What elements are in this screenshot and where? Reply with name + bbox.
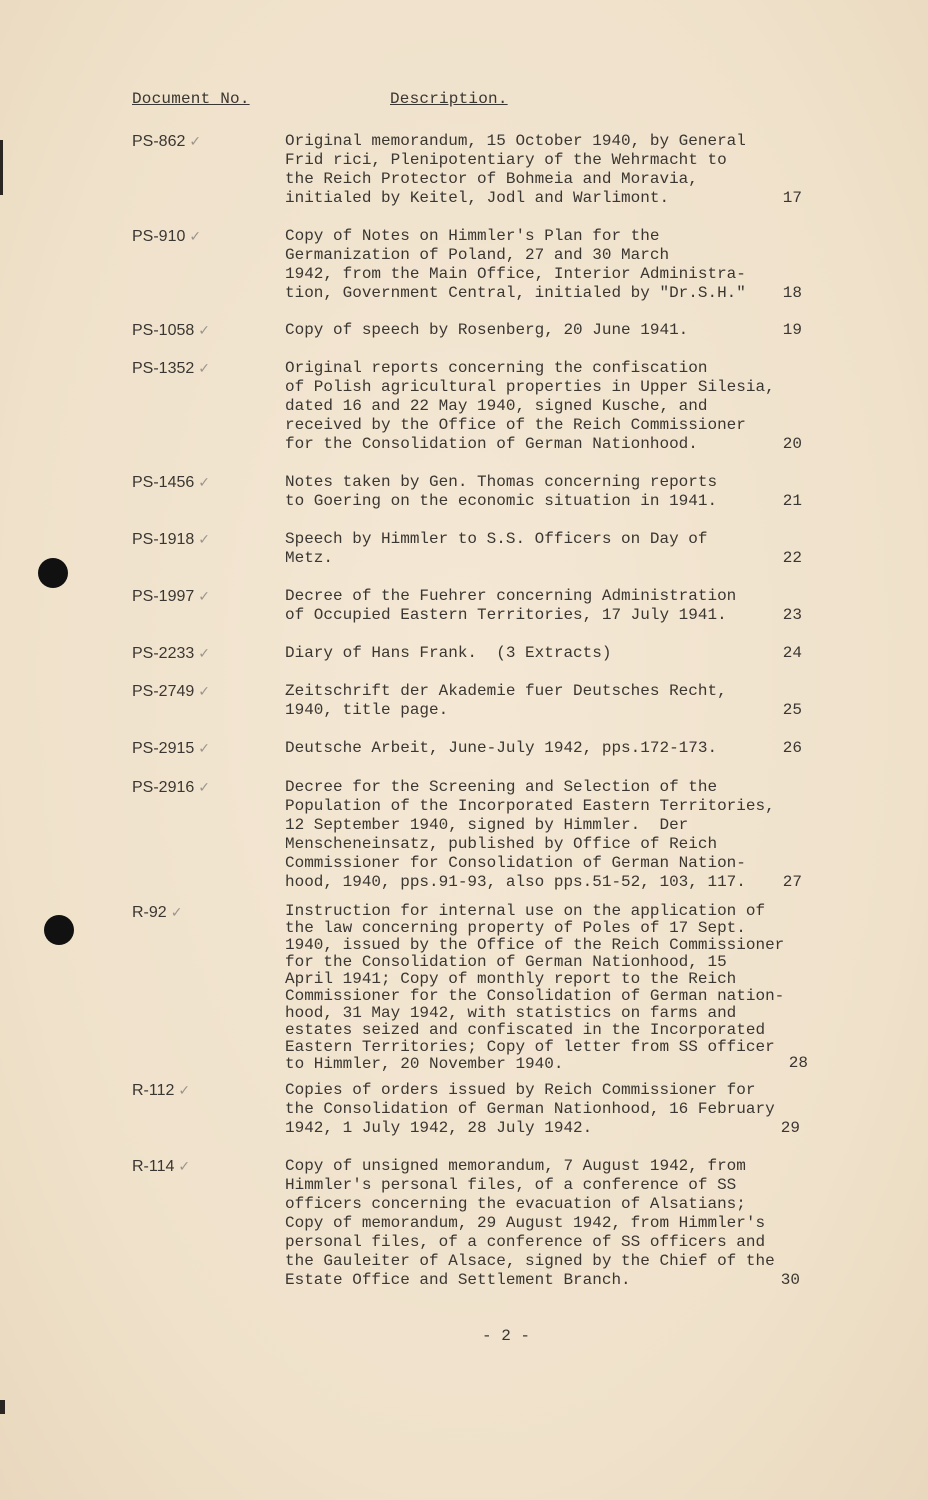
document-number: PS-2749 ✓ [132, 683, 210, 700]
entry-description: Zeitschrift der Akademie fuer Deutsches Recht, 1940, title page. [285, 682, 727, 719]
document-number: PS-2915 ✓ [132, 740, 210, 757]
page-reference: 20 [782, 435, 802, 453]
document-number: PS-1997 ✓ [132, 588, 210, 605]
entry-description: Notes taken by Gen. Thomas concerning reports to Goering on the economic situation in 1941. [285, 473, 718, 510]
entry-description: Copy of Notes on Himmler's Plan for the Germanization of Poland, 27 and 30 March 1942, from the Main Office, Interior Administra- tion, Government Central, initialed by "Dr.S.H." [285, 227, 746, 302]
page-edge-mark [0, 140, 3, 195]
page-reference: 28 [788, 1054, 808, 1072]
document-number: R-92 ✓ [132, 904, 183, 921]
entry-description: Decree for the Screening and Selection of the Population of the Incorporated Eastern Territories, 12 September 1940, signed by Himmler. Der Menscheneinsatz, published by Office of Reich Commissioner for Consolidation of German Nation- hood, 1940, pps.91-93, also pps.51-52, 103, 117. [285, 778, 775, 891]
page-reference: 25 [782, 701, 802, 719]
entry-description: Deutsche Arbeit, June-July 1942, pps.172-173. [285, 739, 718, 757]
page-number-footer: - 2 - [481, 1327, 530, 1345]
document-number: PS-1456 ✓ [132, 474, 210, 491]
page-reference: 18 [782, 284, 802, 302]
document-number: PS-910 ✓ [132, 228, 202, 245]
entry-description: Instruction for internal use on the application of the law concerning property of Poles of 17 Sept. 1940, issued by the Office of the Reich Commissioner for the Consolidation of German Nationhood, 15 April 1941; Copy of monthly report to the Reich Commissioner for the Consolidation of German nation- hood, 31 May 1942, with statistics on farms and estates seized and confiscated in the Incorporated Eastern Territories; Copy of letter from SS officer to Himmler, 20 November 1940. [285, 902, 785, 1073]
page-reference: 19 [782, 321, 802, 339]
entry-description: Diary of Hans Frank. (3 Extracts) [285, 644, 612, 662]
document-number: R-112 ✓ [132, 1082, 191, 1099]
punch-hole-bottom [44, 915, 74, 945]
page-reference: 23 [782, 606, 802, 624]
page-reference: 22 [782, 549, 802, 567]
entry-description: Copy of unsigned memorandum, 7 August 1942, from Himmler's personal files, of a conference of SS officers concerning the evacuation of Alsatians; Copy of memorandum, 29 August 1942, from Himmler's personal files, of a conference of SS officers and the Gauleiter of Alsace, signed by the Chief of the Estate Office and Settlement Branch. [285, 1157, 775, 1289]
entry-description: Original memorandum, 15 October 1940, by General Frid rici, Plenipotentiary of the Wehrmacht to the Reich Protector of Bohmeia and Moravia, initialed by Keitel, Jodl and Warlimont. [285, 132, 746, 207]
punch-hole-top [38, 558, 68, 588]
document-number: PS-1918 ✓ [132, 531, 210, 548]
page-reference: 29 [780, 1119, 800, 1137]
page-reference: 24 [782, 644, 802, 662]
page-reference: 26 [782, 739, 802, 757]
document-number: PS-862 ✓ [132, 133, 202, 150]
document-number: PS-1352 ✓ [132, 360, 210, 377]
document-no-header: Document No. [132, 90, 250, 108]
page-reference: 21 [782, 492, 802, 510]
page-reference: 27 [782, 873, 802, 891]
page-reference: 30 [780, 1271, 800, 1289]
document-number: PS-1058 ✓ [132, 322, 210, 339]
entry-description: Speech by Himmler to S.S. Officers on Day of Metz. [285, 530, 708, 567]
entry-description: Copy of speech by Rosenberg, 20 June 1941. [285, 321, 689, 339]
page-reference: 17 [782, 189, 802, 207]
page-edge-mark [0, 1400, 5, 1414]
description-header: Description. [390, 90, 508, 108]
document-number: R-114 ✓ [132, 1158, 191, 1175]
entry-description: Copies of orders issued by Reich Commissioner for the Consolidation of German Nationhood, 16 February 1942, 1 July 1942, 28 July 1942. [285, 1081, 775, 1137]
document-number: PS-2233 ✓ [132, 645, 210, 662]
entry-description: Original reports concerning the confiscation of Polish agricultural properties in Upper Silesia, dated 16 and 22 May 1940, signed Kusche, and received by the Office of the Reich Commissioner for the Consolidation of German Nationhood. [285, 359, 775, 453]
document-number: PS-2916 ✓ [132, 779, 210, 796]
entry-description: Decree of the Fuehrer concerning Administration of Occupied Eastern Territories, 17 July 1941. [285, 587, 737, 624]
